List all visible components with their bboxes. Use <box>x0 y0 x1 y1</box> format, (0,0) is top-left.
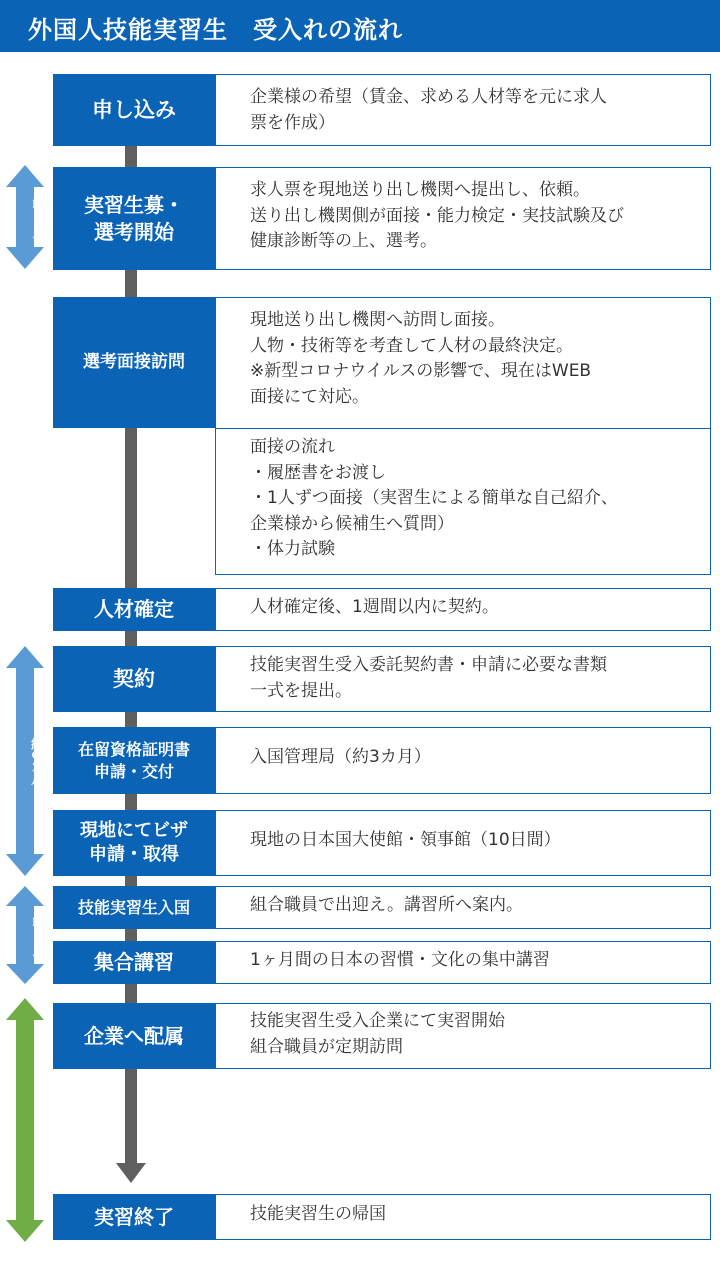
step-label-contract: 契約 <box>53 646 215 712</box>
step-desc-interview: 現地送り出し機関へ訪問し面接。 人物・技術等を考査して人材の最終決定。 ※新型コロナウイルスの影響で、現在はWEB 面接にて対応。 <box>215 297 711 429</box>
step-desc-interview-flow: 面接の流れ ・履歴書をお渡し ・1人ずつ面接（実習生による簡単な自己紹介、 企業様から候補生へ質問） ・体力試験 <box>215 428 711 575</box>
step-desc-contract: 技能実習生受入委託契約書・申請に必要な書類 一式を提出。 <box>215 646 711 712</box>
step-desc-residence: 入国管理局（約3カ月） <box>215 727 711 794</box>
step-desc-confirm: 人材確定後、1週間以内に契約。 <box>215 588 711 631</box>
duration-arrow-internship <box>5 998 45 1242</box>
duration-label: 約1カ月 <box>31 196 44 238</box>
step-label-completion: 実習終了 <box>53 1194 215 1240</box>
step-desc-apply: 企業様の希望（賃金、求める人材等を元に求人 票を作成） <box>215 74 711 146</box>
step-desc-entry: 組合職員で出迎え。講習所へ案内。 <box>215 886 711 929</box>
step-desc-visa: 現地の日本国大使館・領事館（10日間） <box>215 810 711 876</box>
step-desc-completion: 技能実習生の帰国 <box>215 1194 711 1240</box>
page-title: 外国人技能実習生 受入れの流れ <box>28 16 403 44</box>
step-label-recruit: 実習生募・ 選考開始 <box>53 167 215 270</box>
duration-arrow-recruit <box>5 165 45 269</box>
duration-arrow-entry <box>5 886 45 984</box>
duration-label: 3年間（優良企業は 2年延長可 <box>32 1051 43 1189</box>
step-label-interview: 選考面接訪問 <box>53 297 215 428</box>
page-header <box>0 0 720 52</box>
step-desc-recruit: 求人票を現地送り出し機関へ提出し、依頼。 送り出し機関側が面接・能力検定・実技試験及び 健康診断等の上、選考。 <box>215 167 711 270</box>
step-desc-training: 1ヶ月間の日本の習慣・文化の集中講習 <box>215 941 711 984</box>
step-label-apply: 申し込み <box>53 74 215 146</box>
duration-arrow-contract <box>5 646 45 876</box>
duration-label: 約6カ月 <box>28 736 43 786</box>
step-label-training: 集合講習 <box>53 941 215 984</box>
duration-label: 約1カ月 <box>31 914 44 956</box>
timeline-arrow-head <box>116 1163 146 1183</box>
step-label-confirm: 人材確定 <box>53 588 215 631</box>
step-label-visa: 現地にてビザ 申請・取得 <box>53 810 215 876</box>
step-label-entry: 技能実習生入国 <box>53 886 215 929</box>
step-desc-placement: 技能実習生受入企業にて実習開始 組合職員が定期訪問 <box>215 1003 711 1069</box>
step-label-placement: 企業へ配属 <box>53 1003 215 1069</box>
step-label-residence: 在留資格証明書 申請・交付 <box>53 727 215 794</box>
